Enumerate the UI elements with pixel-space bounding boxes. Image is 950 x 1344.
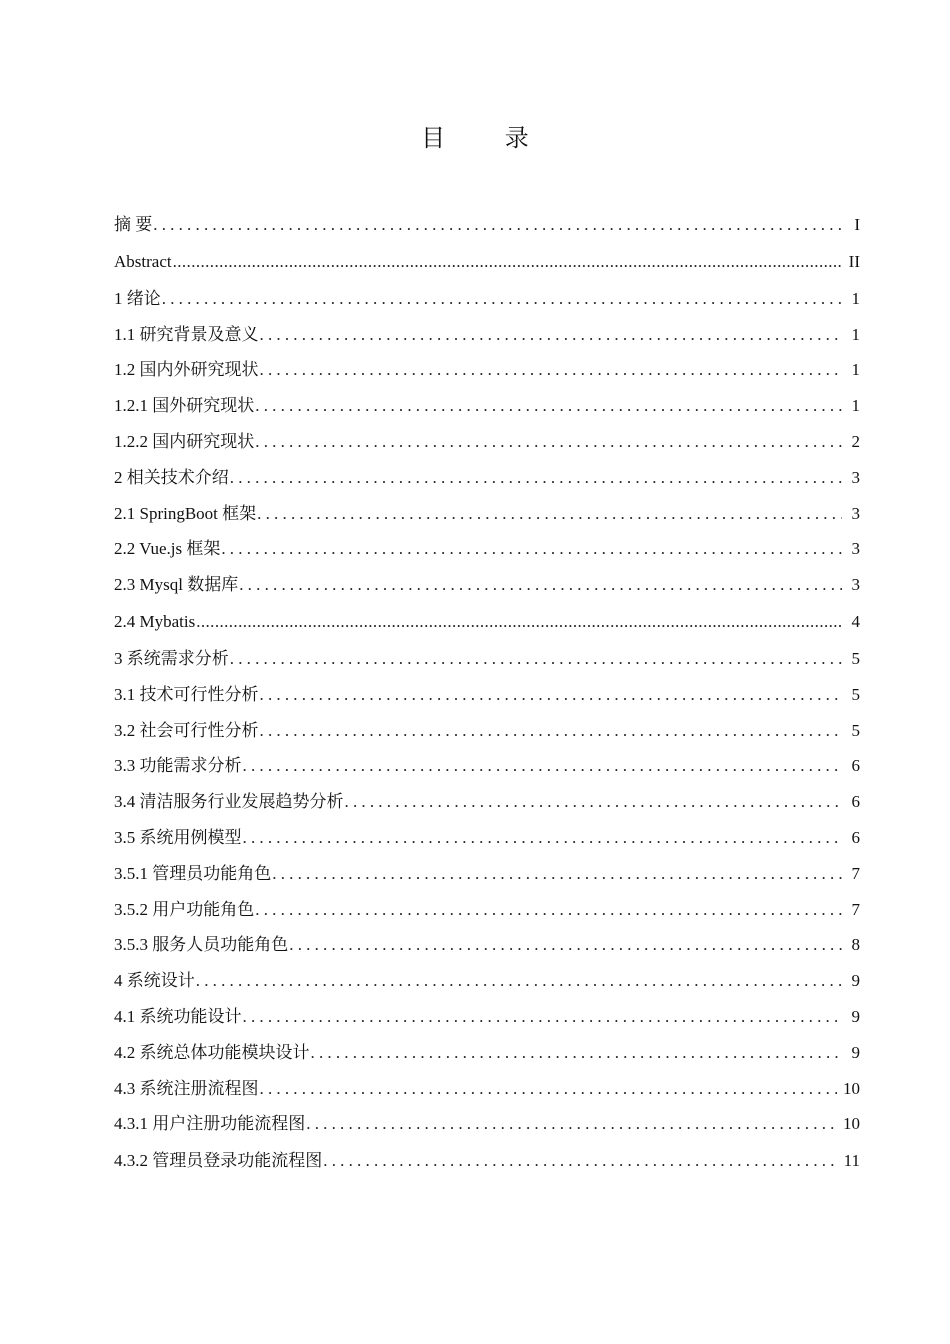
toc-entry-label: 2.1 SpringBoot 框架 <box>114 503 257 523</box>
toc-leader-dots <box>238 567 842 603</box>
toc-entry-page: 7 <box>851 899 860 919</box>
toc-entry-3-2[interactable] <box>114 713 860 749</box>
toc-entry-3-5-3[interactable] <box>114 927 860 963</box>
toc-entry-page: 9 <box>851 971 860 991</box>
toc-leader-dots <box>259 677 843 713</box>
toc-entry-page: 11 <box>843 1151 860 1171</box>
toc-entry-3-5-1[interactable] <box>114 856 860 892</box>
toc-leader-dots <box>259 352 843 388</box>
toc-entry-label: 3.2 社会可行性分析 <box>114 720 259 740</box>
toc-leader-dots <box>229 460 842 496</box>
toc-entry-page: 9 <box>851 1006 860 1026</box>
toc-entry-label: 1.2.2 国内研究现状 <box>114 431 255 451</box>
toc-entry-4[interactable] <box>114 963 860 999</box>
toc-entry-page: 4 <box>851 611 860 631</box>
toc-entry-page: 3 <box>851 575 860 595</box>
toc-entry-1-2-1[interactable] <box>114 388 860 424</box>
toc-entry-page: 6 <box>851 792 860 812</box>
toc-entry-page: 9 <box>851 1042 860 1062</box>
toc-entry-page: I <box>854 215 860 234</box>
toc-leader-dots <box>259 1071 838 1107</box>
toc-entry-label: 4.2 系统总体功能模块设计 <box>114 1042 310 1062</box>
toc-entry-label: 1.1 研究背景及意义 <box>114 324 259 344</box>
toc-entry-label: 2.4 Mybatis <box>114 611 196 631</box>
toc-entry-1-2-2[interactable] <box>114 424 860 460</box>
toc-leader-dots <box>310 1035 843 1071</box>
toc-entry-3[interactable] <box>114 641 860 677</box>
toc-entry-2[interactable] <box>114 460 860 496</box>
toc-leader-dots <box>259 713 843 749</box>
toc-entry-1-1[interactable] <box>114 317 860 353</box>
toc-leader-dots <box>152 207 842 243</box>
toc-entry-label: 1.2 国内外研究现状 <box>114 360 259 380</box>
toc-entry-4-2[interactable] <box>114 1035 860 1071</box>
toc-entry-page: 5 <box>851 648 860 668</box>
toc-leader-dots <box>242 999 843 1035</box>
toc-entry-1-2[interactable] <box>114 352 860 388</box>
toc-entry-4-1[interactable] <box>114 999 860 1035</box>
toc-leader-dots <box>220 531 842 567</box>
toc-entry-label: 3.3 功能需求分析 <box>114 756 242 776</box>
toc-entry-page: 7 <box>851 863 860 883</box>
toc-leader-dots <box>254 892 842 928</box>
toc-entry-page: 1 <box>851 288 860 308</box>
toc-leader-dots <box>271 856 842 892</box>
toc-entry-label: 1 绪论 <box>114 288 161 308</box>
toc-entry-page: 10 <box>843 1078 860 1098</box>
toc-entry-label: 3.1 技术可行性分析 <box>114 684 259 704</box>
toc-entry-page: 3 <box>851 503 860 523</box>
toc-entry-label: Abstract <box>114 251 172 271</box>
toc-leader-dots <box>256 496 842 532</box>
toc-entry-4-3-1[interactable] <box>114 1106 860 1142</box>
toc-entry-label: 3.5.3 服务人员功能角色 <box>114 935 289 955</box>
toc-entry-label: 3.5.1 管理员功能角色 <box>114 863 272 883</box>
toc-entry-abstract-cn[interactable] <box>114 207 860 243</box>
toc-entry-label: 2.3 Mysql 数据库 <box>114 575 239 595</box>
toc-entry-label: 3.4 清洁服务行业发展趋势分析 <box>114 792 344 812</box>
toc-entry-3-4[interactable] <box>114 784 860 820</box>
toc-leader-dots <box>195 963 842 999</box>
toc-entry-page: 1 <box>851 360 860 380</box>
toc-entry-3-3[interactable] <box>114 748 860 784</box>
toc-leader-dots <box>305 1106 837 1142</box>
toc-leader-dots <box>242 748 843 784</box>
toc-entry-label: 4.3.1 用户注册功能流程图 <box>114 1114 306 1134</box>
toc-entry-label: 1.2.1 国外研究现状 <box>114 396 255 416</box>
toc-entry-3-5-2[interactable] <box>114 892 860 928</box>
toc-entry-label: 4 系统设计 <box>114 971 195 991</box>
toc-entry-label: 4.3 系统注册流程图 <box>114 1078 259 1098</box>
toc-entry-2-1[interactable] <box>114 496 860 532</box>
toc-leader-dots <box>195 603 842 641</box>
toc-entry-label: 2 相关技术介绍 <box>114 467 229 487</box>
toc-entry-label: 摘 要 <box>114 215 153 234</box>
toc-entry-2-2[interactable] <box>114 531 860 567</box>
toc-entry-page: II <box>848 251 860 271</box>
toc-entry-page: 5 <box>851 720 860 740</box>
page-title: 目 录 <box>421 124 555 152</box>
toc-entry-page: 1 <box>851 324 860 344</box>
toc-list <box>114 207 860 1180</box>
toc-leader-dots <box>254 388 842 424</box>
toc-entry-2-3[interactable] <box>114 567 860 603</box>
toc-entry-label: 3.5 系统用例模型 <box>114 827 242 847</box>
toc-leader-dots <box>344 784 843 820</box>
toc-entry-page: 6 <box>851 827 860 847</box>
toc-leader-dots <box>172 243 842 281</box>
toc-leader-dots <box>254 424 842 460</box>
toc-entry-label: 4.3.2 管理员登录功能流程图 <box>114 1151 323 1171</box>
toc-leader-dots <box>322 1142 837 1180</box>
toc-entry-label: 2.2 Vue.js 框架 <box>114 539 221 559</box>
toc-entry-label: 4.1 系统功能设计 <box>114 1006 242 1026</box>
toc-entry-page: 6 <box>851 756 860 776</box>
toc-entry-page: 3 <box>851 467 860 487</box>
toc-entry-4-3-2[interactable] <box>114 1142 860 1180</box>
toc-leader-dots <box>288 927 842 963</box>
toc-leader-dots <box>259 317 843 353</box>
toc-entry-page: 8 <box>851 935 860 955</box>
toc-entry-2-4[interactable] <box>114 603 860 641</box>
toc-entry-page: 1 <box>851 396 860 416</box>
toc-entry-page: 2 <box>851 431 860 451</box>
toc-entry-4-3[interactable] <box>114 1071 860 1107</box>
toc-entry-3-5[interactable] <box>114 820 860 856</box>
toc-entry-3-1[interactable] <box>114 677 860 713</box>
toc-entry-page: 10 <box>843 1114 860 1134</box>
toc-leader-dots <box>229 641 842 677</box>
toc-entry-label: 3 系统需求分析 <box>114 648 229 668</box>
toc-leader-dots <box>161 281 842 317</box>
toc-leader-dots <box>242 820 843 856</box>
toc-entry-1[interactable] <box>114 281 860 317</box>
toc-entry-abstract-en[interactable] <box>114 243 860 281</box>
toc-entry-page: 5 <box>851 684 860 704</box>
toc-entry-page: 3 <box>851 539 860 559</box>
toc-entry-label: 3.5.2 用户功能角色 <box>114 899 255 919</box>
